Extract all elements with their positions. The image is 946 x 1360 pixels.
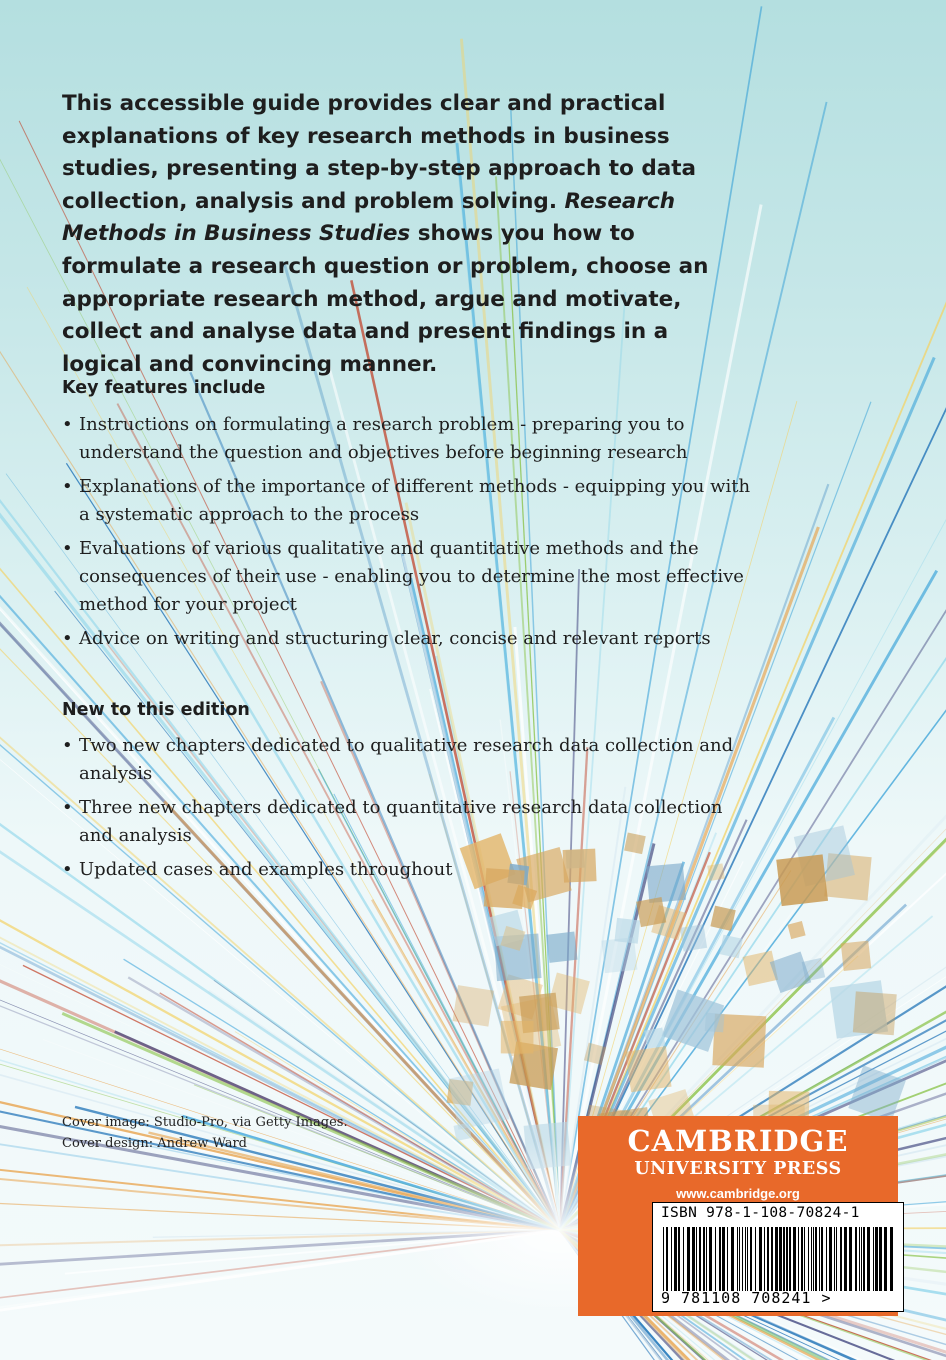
barcode-bar — [884, 1227, 887, 1291]
barcode-bar — [819, 1227, 820, 1291]
barcode-bar — [808, 1227, 809, 1291]
new-edition-heading: New to this edition — [62, 700, 250, 720]
isbn-barcode-box — [652, 1202, 904, 1312]
barcode-bar — [745, 1227, 746, 1291]
publisher-subname: UNIVERSITY PRESS — [634, 1159, 842, 1179]
isbn-label: ISBN 978-1-108-70824-1 — [661, 1205, 860, 1221]
barcode-bar — [663, 1227, 664, 1291]
bokeh-square — [680, 924, 707, 951]
key-feature-item: • Evaluations of various qualitative and quantitative methods and the consequences of their use - enabling you to determine the most effective method for your project — [62, 535, 762, 619]
barcode-bar — [696, 1227, 697, 1291]
barcode-bar — [849, 1227, 852, 1291]
key-feature-item: • Advice on writing and structuring clear, concise and relevant reports — [62, 625, 762, 653]
barcode-bar — [750, 1227, 752, 1291]
barcode-bar — [755, 1227, 756, 1291]
new-edition-list — [62, 732, 762, 890]
bokeh-square — [644, 1027, 665, 1048]
barcode-bar — [742, 1227, 743, 1291]
barcode-bar — [666, 1227, 668, 1291]
barcode-bar — [815, 1227, 817, 1291]
barcode-bar — [764, 1227, 765, 1291]
barcode-bar — [674, 1227, 677, 1291]
barcode-bar — [811, 1227, 812, 1291]
bokeh-square — [705, 1013, 725, 1033]
barcode-bar — [873, 1227, 874, 1291]
bokeh-square — [625, 1046, 671, 1092]
bokeh-square — [636, 897, 666, 927]
barcode-bar — [875, 1227, 878, 1291]
key-feature-item: • Explanations of the importance of different methods - equipping you with a systematic approach to the process — [62, 473, 762, 529]
barcode-bar — [890, 1227, 893, 1291]
barcode-bar — [786, 1227, 788, 1291]
barcode-bar — [737, 1227, 738, 1291]
bokeh-square — [787, 921, 805, 939]
barcode-bar — [793, 1227, 796, 1291]
new-edition-item: • Three new chapters dedicated to quantitative research data collection and analysis — [62, 794, 762, 850]
barcode-bar — [813, 1227, 814, 1291]
barcode-bar — [840, 1227, 842, 1291]
key-features-list — [62, 411, 762, 659]
barcode-bar — [771, 1227, 773, 1291]
barcode-bar — [767, 1227, 769, 1291]
barcode-bar — [715, 1227, 716, 1291]
barcode-bar — [759, 1227, 762, 1291]
bokeh-square — [853, 991, 897, 1035]
barcode-bar — [678, 1227, 680, 1291]
barcode-bar — [731, 1227, 734, 1291]
bokeh-square — [770, 952, 811, 993]
barcode-bar — [671, 1227, 672, 1291]
key-features-heading: Key features include — [62, 378, 266, 398]
barcode-bar — [687, 1227, 690, 1291]
bokeh-square — [546, 932, 577, 963]
barcode-icon — [661, 1227, 895, 1291]
barcode-bar — [706, 1227, 707, 1291]
bokeh-square — [719, 935, 743, 959]
barcode-digits: 9 781108 708241 > — [661, 1289, 832, 1307]
barcode-bar — [779, 1227, 782, 1291]
barcode-bar — [798, 1227, 799, 1291]
barcode-bar — [836, 1227, 837, 1291]
bokeh-square — [848, 1065, 906, 1123]
barcode-bar — [879, 1227, 882, 1291]
barcode-bar — [703, 1227, 705, 1291]
publisher-url: www.cambridge.org — [676, 1186, 800, 1201]
barcode-bar — [804, 1227, 805, 1291]
bokeh-square — [453, 985, 494, 1026]
bokeh-square — [601, 937, 637, 973]
barcode-bar — [719, 1227, 721, 1291]
barcode-bar — [789, 1227, 791, 1291]
barcode-bar — [826, 1227, 827, 1291]
barcode-bar — [829, 1227, 832, 1291]
blurb-book-title: Research Methods in Business Studies — [62, 188, 676, 247]
bokeh-square — [776, 854, 828, 906]
barcode-bar — [859, 1227, 860, 1291]
bokeh-square — [501, 1021, 534, 1054]
barcode-bar — [867, 1227, 870, 1291]
publisher-name: CAMBRIDGE — [627, 1124, 849, 1158]
key-feature-item: • Instructions on formulating a research problem - preparing you to understand the question and objectives before beginning research — [62, 411, 762, 467]
barcode-bar — [739, 1227, 740, 1291]
bokeh-square — [448, 1068, 509, 1129]
barcode-bar — [683, 1227, 684, 1291]
barcode-bar — [783, 1227, 785, 1291]
new-edition-item: • Updated cases and examples throughout — [62, 856, 762, 884]
new-edition-item: • Two new chapters dedicated to qualitative research data collection and analysis — [62, 732, 762, 788]
barcode-bar — [775, 1227, 778, 1291]
barcode-bar — [863, 1227, 865, 1291]
barcode-bar — [834, 1227, 835, 1291]
blurb-text-2: shows you how to formulate a research question or problem, choose an appropriate research method, argue and motivate, collect and analyse data and present findings in a logical and convincing manner. — [62, 221, 709, 377]
barcode-bar — [709, 1227, 712, 1291]
barcode-bar — [821, 1227, 823, 1291]
barcode-bar — [727, 1227, 728, 1291]
cover-credits — [62, 1112, 382, 1154]
cover-image-credit: Cover image: Studio-Pro, via Getty Images. — [62, 1115, 348, 1130]
barcode-bar — [801, 1227, 803, 1291]
barcode-bar — [747, 1227, 748, 1291]
barcode-bar — [844, 1227, 847, 1291]
barcode-bar — [699, 1227, 701, 1291]
blurb-text-1: This accessible guide provides clear and practical explanations of key research methods in business studies, presenting a step-by-step approach to data collection, analysis and problem solving. — [62, 91, 697, 214]
cover-design-credit: Cover design: Andrew Ward — [62, 1136, 247, 1151]
blurb-paragraph — [62, 88, 752, 381]
barcode-bar — [692, 1227, 695, 1291]
barcode-bar — [722, 1227, 725, 1291]
barcode-bar — [855, 1227, 857, 1291]
bokeh-square — [841, 941, 871, 971]
barcode-bar — [861, 1227, 862, 1291]
